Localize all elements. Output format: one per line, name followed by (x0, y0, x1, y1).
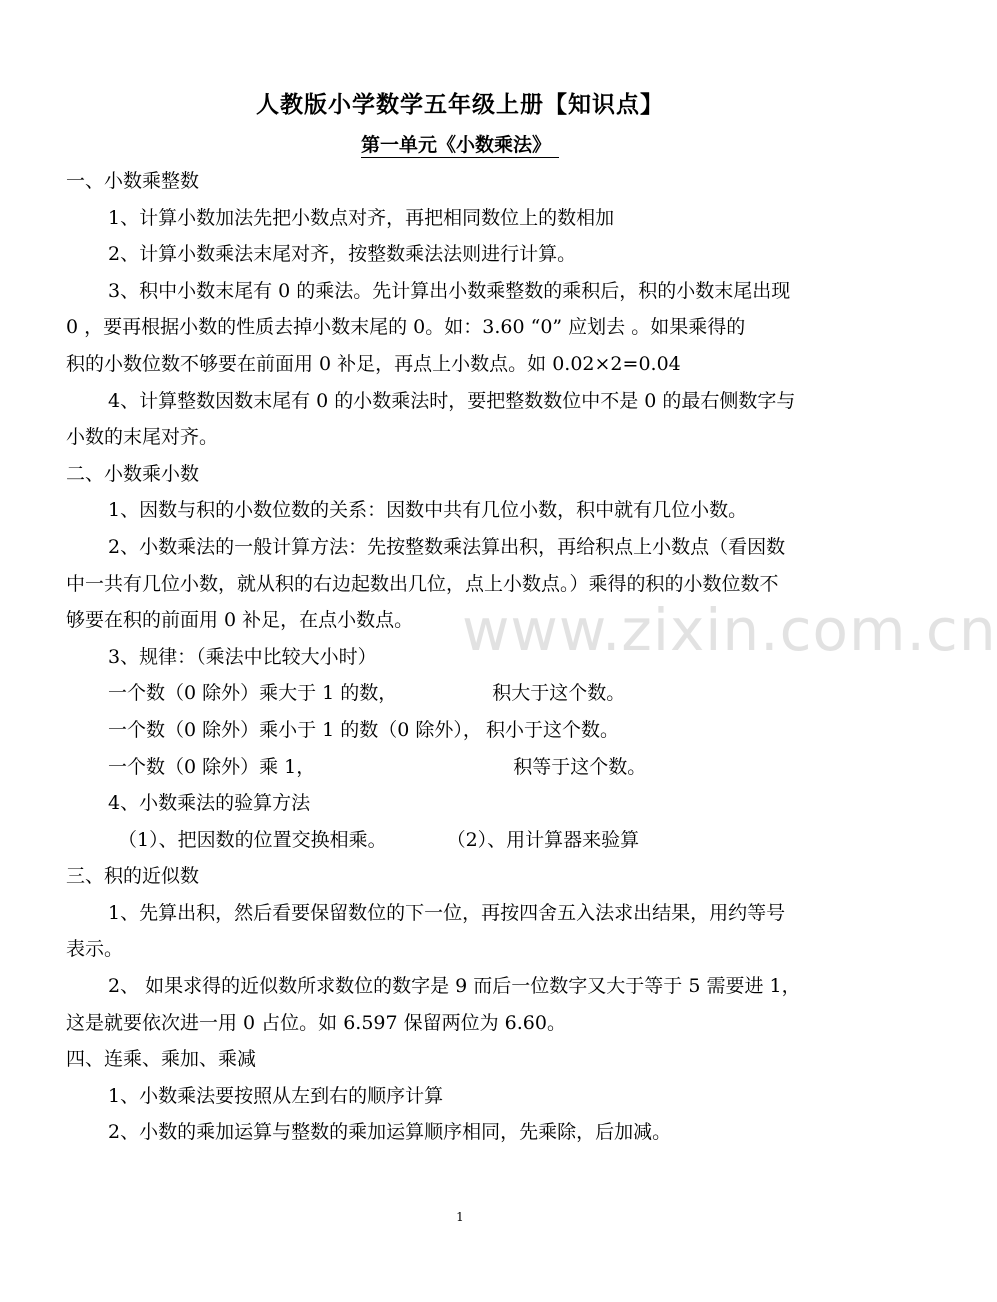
text-line (66, 492, 884, 529)
text-line (66, 895, 884, 932)
unit-subtitle (0, 130, 920, 157)
unit-subtitle-text: 第一单元《小数乘法》 (361, 134, 559, 158)
text-segment: （1）、把因数的位置交换相乘。 (118, 828, 387, 851)
text-segment: 三、积的近似数 (66, 865, 200, 888)
text-segment-right: 积小于这个数。 (485, 718, 619, 741)
text-line (66, 1005, 884, 1042)
text-line (66, 309, 884, 346)
text-line (66, 968, 884, 1005)
text-segment-right: （2）、用计算器来验算 (446, 828, 640, 851)
text-segment: 积的小数位数不够要在前面用 0 补足，再点上小数点。如 0.02×2=0.04 (66, 352, 681, 375)
text-segment: 2、 如果求得的近似数所求数位的数字是 9 而后一位数字又大于等于 5 需要进 1， (108, 975, 801, 998)
text-line (66, 785, 884, 822)
text-segment: 2、小数乘法的一般计算方法：先按整数乘法算出积，再给积点上小数点（看因数 (108, 535, 786, 558)
text-segment: 2、计算小数乘法末尾对齐，按整数乘法法则进行计算。 (108, 243, 577, 266)
text-line (66, 1114, 884, 1151)
text-line (66, 236, 884, 273)
page-number: 1 (456, 1210, 464, 1224)
watermark-text: www.zixin.com.cn (462, 596, 997, 664)
text-line (66, 456, 884, 493)
text-line (66, 1078, 884, 1115)
text-segment: 1、计算小数加法先把小数点对齐，再把相同数位上的数相加 (108, 206, 615, 229)
text-segment-right: 积等于这个数。 (513, 755, 647, 778)
text-segment: 4、小数乘法的验算方法 (108, 792, 311, 815)
document-title: 人教版小学数学五年级上册【知识点】 (256, 92, 664, 118)
text-line (66, 858, 884, 895)
text-line (66, 200, 884, 237)
text-segment: 中一共有几位小数，就从积的右边起数出几位，点上小数点。）乘得的积的小数位数不 (66, 572, 779, 595)
text-segment: 0 ，要再根据小数的性质去掉小数末尾的 0。如：3.60 “0” 应划去 。如果乘得的 (66, 316, 746, 339)
text-line (66, 419, 884, 456)
text-line (66, 675, 884, 712)
text-line (66, 822, 884, 859)
text-segment: 够要在积的前面用 0 补足，在点小数点。 (66, 609, 414, 632)
text-segment: 1、因数与积的小数位数的关系：因数中共有几位小数，积中就有几位小数。 (108, 499, 748, 522)
text-segment: 一个数（0 除外）乘小于 1 的数（0 除外）， (108, 718, 482, 741)
text-segment: 表示。 (66, 938, 124, 961)
text-line (66, 749, 884, 786)
text-line (66, 1041, 884, 1078)
text-line (66, 383, 884, 420)
text-line (66, 273, 884, 310)
text-line (66, 712, 884, 749)
text-segment: 2、小数的乘加运算与整数的乘加运算顺序相同，先乘除，后加减。 (108, 1121, 672, 1144)
text-line (66, 529, 884, 566)
text-segment: 3、规律：（乘法中比较大小时） (108, 645, 377, 668)
text-segment: 1、先算出积，然后看要保留数位的下一位，再按四舍五入法求出结果，用约等号 (108, 901, 786, 924)
text-segment: 四、连乘、乘加、乘减 (66, 1048, 257, 1071)
text-segment: 这是就要依次进一用 0 占位。如 6.597 保留两位为 6.60。 (66, 1011, 566, 1034)
text-segment-right: 积大于这个数。 (492, 682, 626, 705)
text-segment: 4、计算整数因数末尾有 0 的小数乘法时，要把整数数位中不是 0 的最右侧数字与 (108, 389, 796, 412)
text-segment: 二、小数乘小数 (66, 462, 200, 485)
text-segment: 1、小数乘法要按照从左到右的顺序计算 (108, 1084, 444, 1107)
text-line (66, 346, 884, 383)
text-segment: 一个数（0 除外）乘大于 1 的数， (108, 682, 398, 705)
text-line (66, 163, 884, 200)
text-segment: 小数的末尾对齐。 (66, 426, 219, 449)
text-segment: 一个数（0 除外）乘 1， (108, 755, 316, 778)
text-segment: 一、小数乘整数 (66, 170, 200, 192)
text-line (66, 931, 884, 968)
text-segment: 3、积中小数末尾有 0 的乘法。先计算出小数乘整数的乘积后，积的小数末尾出现 (108, 279, 791, 302)
